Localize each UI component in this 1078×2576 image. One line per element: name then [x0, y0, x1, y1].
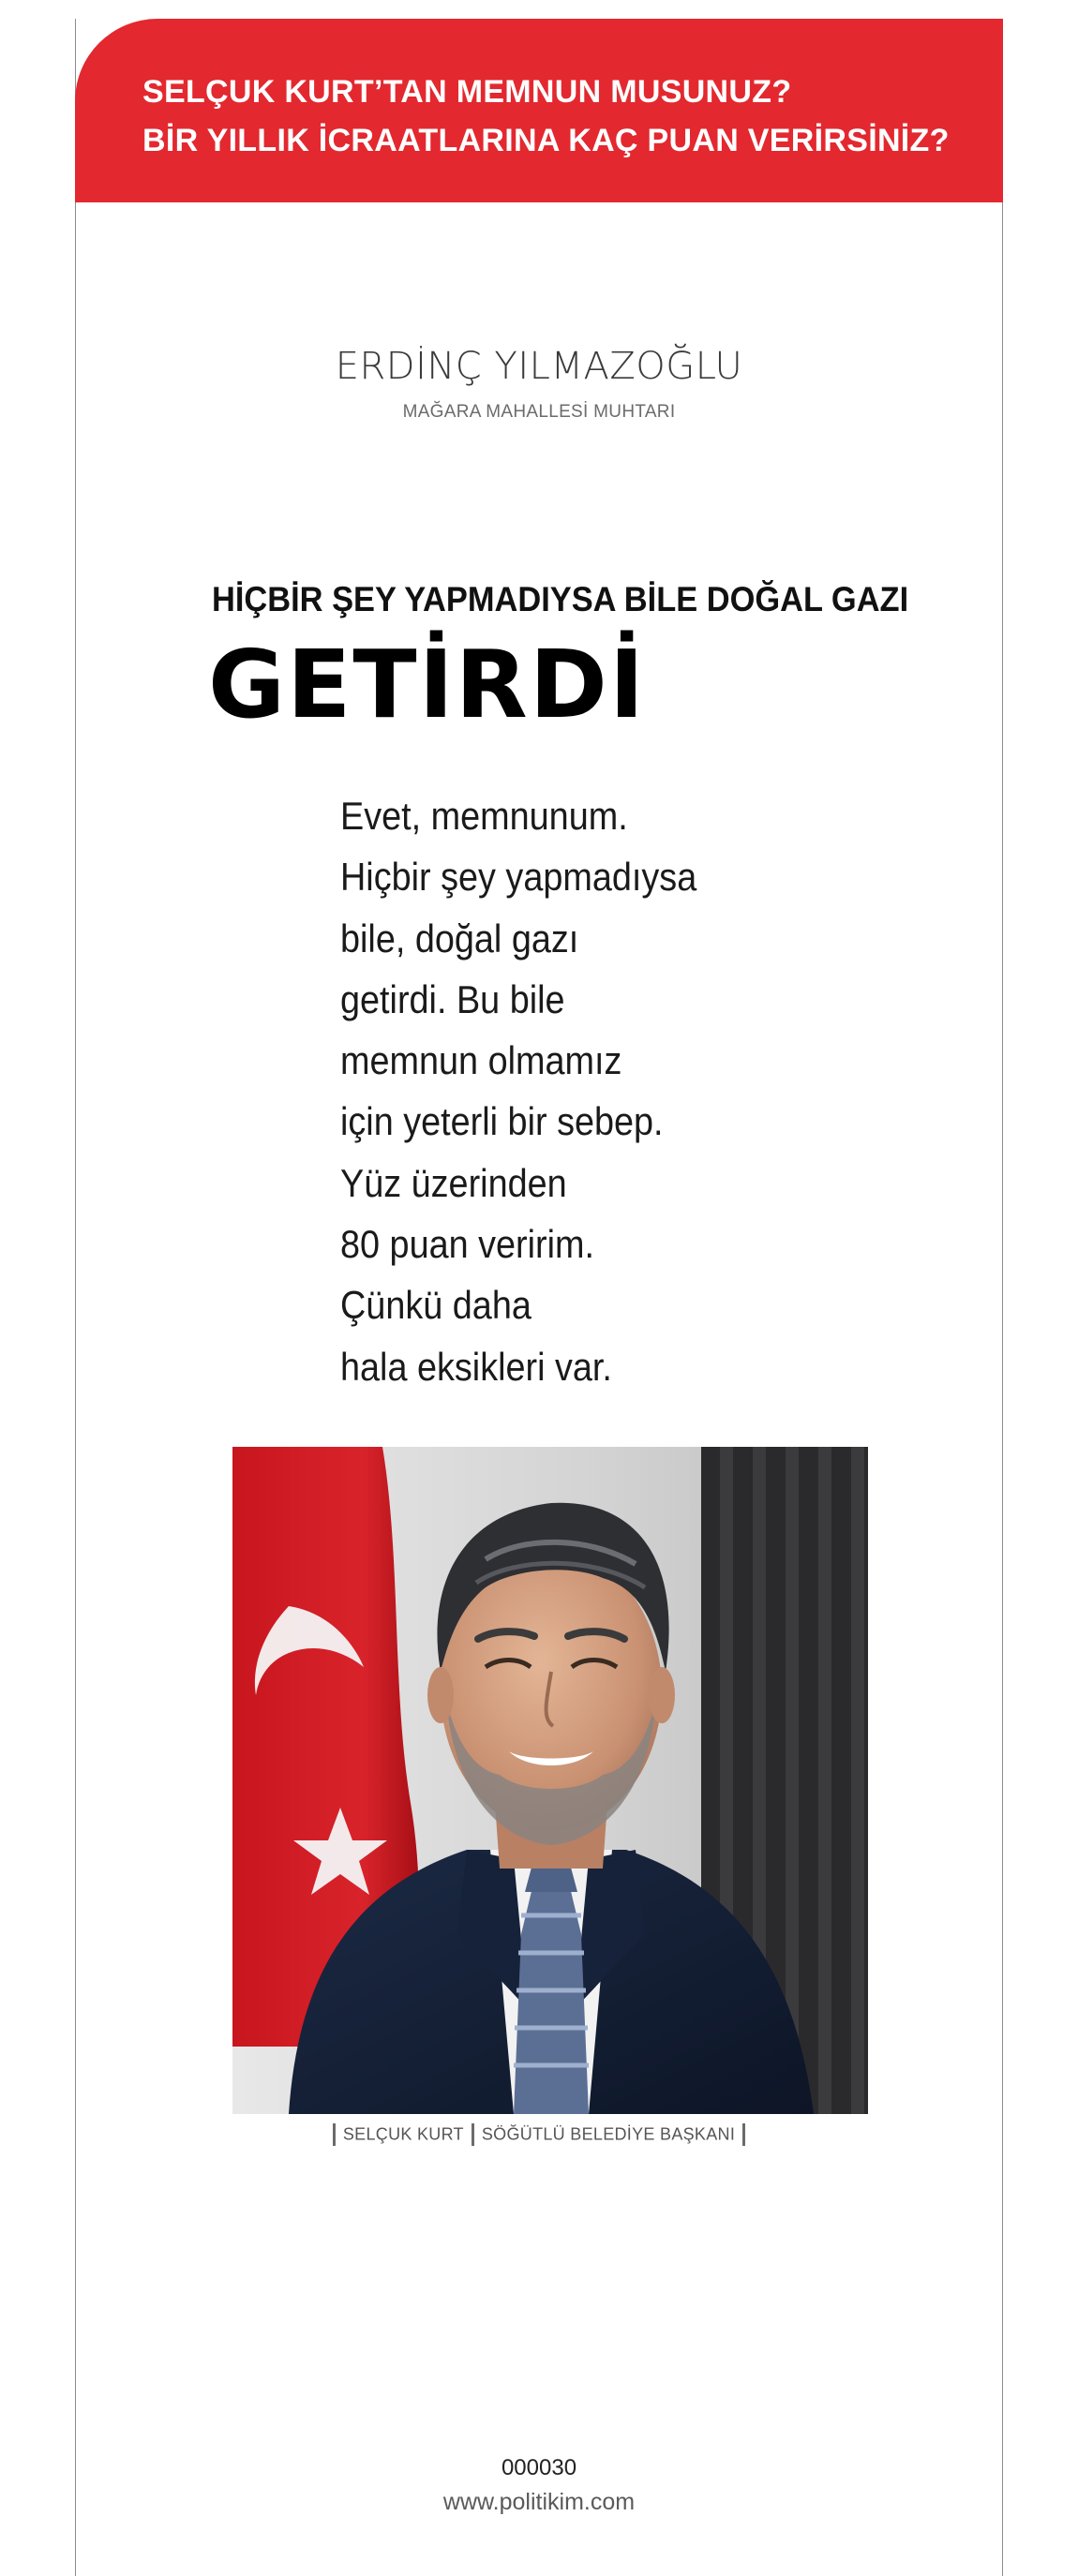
photo-caption	[0, 2123, 1078, 2146]
quote-line: Yüz üzerinden	[340, 1160, 567, 1205]
caption-title: SÖĞÜTLÜ BELEDİYE BAŞKANI	[481, 2124, 736, 2144]
banner-question-line-1: SELÇUK KURT’TAN MEMNUN MUSUNUZ?	[142, 74, 792, 110]
respondent-name: ERDİNÇ YILMAZOĞLU	[335, 345, 743, 388]
caption-divider	[742, 2123, 745, 2146]
website-link[interactable]: www.politikim.com	[442, 2489, 636, 2515]
quote-line: Evet, memnunum.	[340, 794, 628, 838]
article-headline: GETİRDİ	[208, 630, 647, 739]
quote-line: hala eksikleri var.	[340, 1344, 612, 1389]
caption-divider	[333, 2123, 336, 2146]
quote-line: Hiçbir şey yapmadıysa	[340, 855, 697, 900]
quote-line: getirdi. Bu bile	[340, 976, 565, 1021]
quote-line: memnun olmamız	[340, 1038, 622, 1083]
caption-divider	[472, 2123, 474, 2146]
mayor-portrait-photo	[232, 1447, 868, 2114]
article-kicker: HİÇBİR ŞEY YAPMADIYSA BİLE DOĞAL GAZI	[212, 580, 909, 618]
page-code: 000030	[501, 2455, 577, 2480]
caption-name: SELÇUK KURT	[342, 2124, 464, 2144]
respondent-title: MAĞARA MAHALLESİ MUHTARI	[402, 402, 676, 422]
quote-line: 80 puan veririm.	[340, 1222, 595, 1267]
quote-line: için yeterli bir sebep.	[340, 1099, 664, 1144]
quote-line: Çünkü daha	[340, 1283, 532, 1328]
header-banner	[75, 19, 1003, 202]
quote-text	[340, 785, 828, 1397]
quote-line: bile, doğal gazı	[340, 916, 579, 960]
banner-question-line-2: BİR YILLIK İCRAATLARINA KAÇ PUAN VERİRSİNİZ?	[142, 123, 950, 158]
